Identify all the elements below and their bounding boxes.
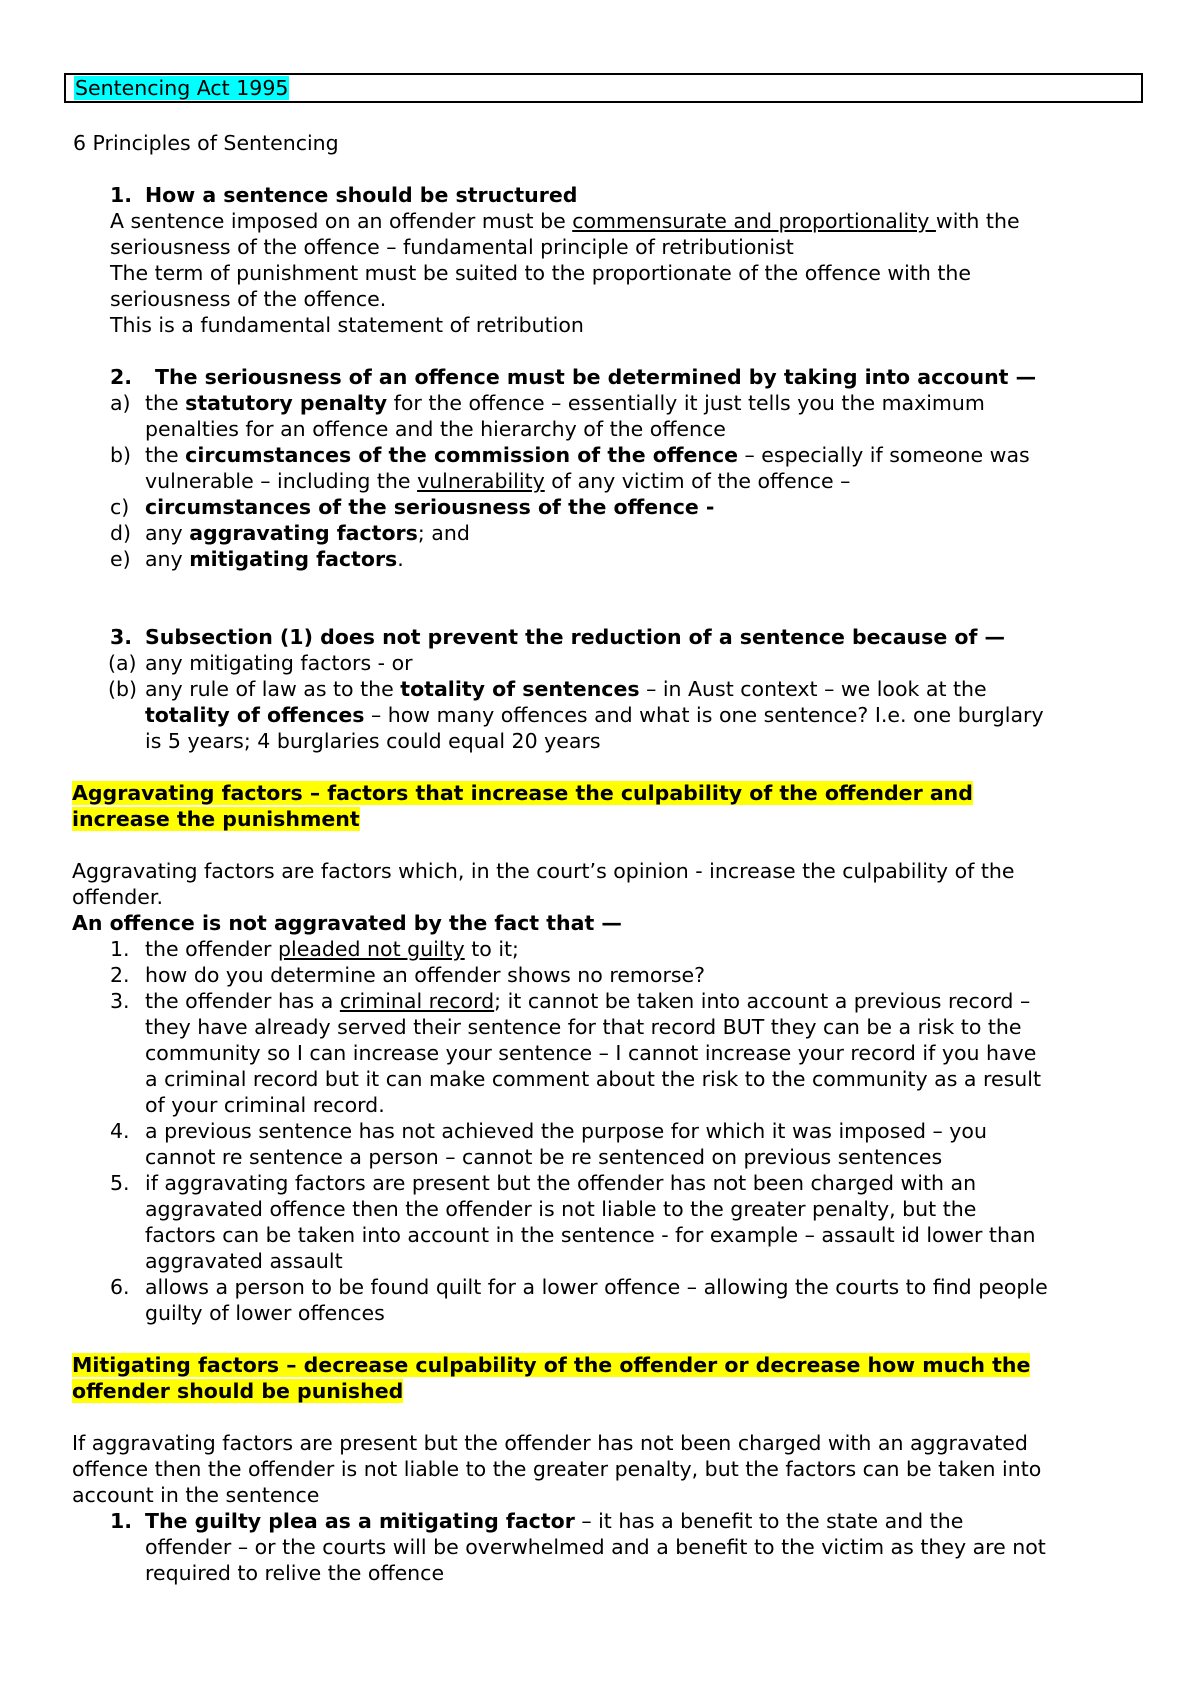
mitigating-heading-line bbox=[0, 1352, 1200, 1378]
list-marker: 6. bbox=[110, 1275, 130, 1299]
list-item-continuation bbox=[0, 1196, 1200, 1222]
list-item bbox=[0, 676, 1200, 702]
list-text: vulnerable – including the bbox=[145, 469, 418, 493]
list-item bbox=[0, 1170, 1200, 1196]
list-item-continuation bbox=[0, 1014, 1200, 1040]
list-text: is 5 years; 4 burglaries could equal 20 years bbox=[145, 729, 601, 753]
list-marker: 2. bbox=[110, 963, 130, 987]
mitigating-section bbox=[0, 1352, 1200, 1586]
list-text: how do you determine an offender shows no remorse? bbox=[145, 963, 706, 987]
list-text: any rule of law as to the bbox=[145, 677, 401, 701]
list-text: the bbox=[145, 443, 186, 467]
list-item-continuation bbox=[0, 1144, 1200, 1170]
section-1-line: The term of punishment must be suited to the proportionate of the offence with the bbox=[110, 261, 972, 285]
section-1 bbox=[0, 182, 1200, 338]
aggravating-heading: Aggravating factors – factors that increase the culpability of the offender and bbox=[72, 781, 973, 805]
section-3 bbox=[0, 624, 1200, 754]
list-text: penalties for an offence and the hierarchy of the offence bbox=[145, 417, 726, 441]
list-text: to it; bbox=[464, 937, 519, 961]
list-item bbox=[0, 494, 1200, 520]
list-bold-term: circumstances of the commission of the offence bbox=[185, 443, 739, 467]
spacer bbox=[0, 1404, 1200, 1430]
list-item bbox=[0, 650, 1200, 676]
list-text: guilty of lower offences bbox=[145, 1301, 385, 1325]
section-1-text: A sentence imposed on an offender must be bbox=[110, 209, 573, 233]
list-text: community so I can increase your sentence – I cannot increase your record if you have bbox=[145, 1041, 1037, 1065]
list-text: – how many offences and what is one sentence? I.e. one burglary bbox=[364, 703, 1044, 727]
list-item-continuation bbox=[0, 728, 1200, 754]
list-underlined-term: vulnerability bbox=[417, 469, 545, 493]
list-item bbox=[0, 1118, 1200, 1144]
document-title: Sentencing Act 1995 bbox=[75, 76, 289, 100]
spacer bbox=[0, 832, 1200, 858]
list-text: any bbox=[145, 547, 190, 571]
section-3-heading: Subsection (1) does not prevent the reduction of a sentence because of — bbox=[145, 625, 1006, 649]
list-item-continuation bbox=[0, 416, 1200, 442]
section-3-heading-row bbox=[0, 624, 1200, 650]
list-text: ; and bbox=[417, 521, 470, 545]
list-text: – especially if someone was bbox=[738, 443, 1030, 467]
list-marker: 4. bbox=[110, 1119, 130, 1143]
list-text: for the offence – essentially it just tells you the maximum bbox=[387, 391, 985, 415]
section-2-number: 2. bbox=[110, 365, 133, 389]
section-1-line: This is a fundamental statement of retribution bbox=[110, 313, 584, 337]
list-text: cannot re sentence a person – cannot be re sentenced on previous sentences bbox=[145, 1145, 943, 1169]
list-item-continuation bbox=[0, 1248, 1200, 1274]
section-1-line bbox=[0, 208, 1200, 234]
list-item bbox=[0, 520, 1200, 546]
list-text: any mitigating factors - or bbox=[145, 651, 413, 675]
list-text: ; it cannot be taken into account a previous record – bbox=[494, 989, 1031, 1013]
list-item-continuation bbox=[0, 1300, 1200, 1326]
list-item bbox=[0, 1274, 1200, 1300]
list-item-continuation bbox=[0, 1092, 1200, 1118]
list-item bbox=[0, 962, 1200, 988]
list-item bbox=[0, 988, 1200, 1014]
list-text: the offender bbox=[145, 937, 278, 961]
title-box bbox=[64, 73, 1143, 103]
list-text: required to relive the offence bbox=[145, 1561, 445, 1585]
list-bold-term: totality of sentences bbox=[400, 677, 640, 701]
list-item-continuation bbox=[0, 1066, 1200, 1092]
list-text: aggravated assault bbox=[145, 1249, 343, 1273]
mitigating-paragraph: account in the sentence bbox=[72, 1483, 320, 1507]
list-text: – in Aust context – we look at the bbox=[639, 677, 987, 701]
list-marker: b) bbox=[110, 443, 132, 467]
list-text: – it has a benefit to the state and the bbox=[574, 1509, 964, 1533]
section-1-line: seriousness of the offence. bbox=[110, 287, 387, 311]
list-marker: 3. bbox=[110, 989, 130, 1013]
aggravating-lead: An offence is not aggravated by the fact that — bbox=[72, 911, 622, 935]
section-1-underlined-term: commensurate and proportionality bbox=[572, 209, 936, 233]
list-item bbox=[0, 1508, 1200, 1534]
list-item-continuation bbox=[0, 1222, 1200, 1248]
list-marker: d) bbox=[110, 521, 132, 545]
list-item bbox=[0, 390, 1200, 416]
section-1-number: 1. bbox=[110, 183, 133, 207]
list-bold-term: aggravating factors bbox=[189, 521, 418, 545]
list-item-continuation bbox=[0, 1560, 1200, 1586]
list-text: they have already served their sentence for that record BUT they can be a risk to the bbox=[145, 1015, 1022, 1039]
list-item bbox=[0, 936, 1200, 962]
list-bold-term: statutory penalty bbox=[185, 391, 388, 415]
list-text: of your criminal record. bbox=[145, 1093, 385, 1117]
list-text: aggravated offence then the offender is not liable to the greater penalty, but the bbox=[145, 1197, 977, 1221]
mitigating-paragraph: offence then the offender is not liable to the greater penalty, but the factors can be taken into bbox=[72, 1457, 1042, 1481]
list-item-continuation bbox=[0, 468, 1200, 494]
list-item-continuation bbox=[0, 1534, 1200, 1560]
aggravating-paragraph: offender. bbox=[72, 885, 163, 909]
list-text: a previous sentence has not achieved the purpose for which it was imposed – you bbox=[145, 1119, 987, 1143]
list-text: the bbox=[145, 391, 186, 415]
mitigating-heading: offender should be punished bbox=[72, 1379, 404, 1403]
list-marker: e) bbox=[110, 547, 131, 571]
list-text: any bbox=[145, 521, 190, 545]
section-1-line: seriousness of the offence – fundamental principle of retributionist bbox=[110, 235, 794, 259]
section-3-number: 3. bbox=[110, 625, 133, 649]
list-marker: 5. bbox=[110, 1171, 130, 1195]
section-1-heading-row bbox=[0, 182, 1200, 208]
list-text: the offender has a bbox=[145, 989, 340, 1013]
list-text: . bbox=[397, 547, 404, 571]
mitigating-heading-line bbox=[0, 1378, 1200, 1404]
list-bold-term: mitigating factors bbox=[189, 547, 398, 571]
list-text: offender – or the courts will be overwhelmed and a benefit to the victim as they are not bbox=[145, 1535, 1046, 1559]
section-1-text: with the bbox=[935, 209, 1020, 233]
aggravating-heading: increase the punishment bbox=[72, 807, 360, 831]
section-2-heading: The seriousness of an offence must be determined by taking into account — bbox=[155, 365, 1037, 389]
list-marker: (b) bbox=[108, 677, 138, 701]
mitigating-paragraph: If aggravating factors are present but the offender has not been charged with an aggravated bbox=[72, 1431, 1028, 1455]
section-2-heading-row bbox=[0, 364, 1200, 390]
list-item-continuation bbox=[0, 702, 1200, 728]
section-2 bbox=[0, 364, 1200, 572]
list-item bbox=[0, 442, 1200, 468]
list-marker: 1. bbox=[110, 1509, 133, 1533]
list-bold-term: circumstances of the seriousness of the offence - bbox=[145, 495, 715, 519]
list-marker: c) bbox=[110, 495, 130, 519]
section-1-heading: How a sentence should be structured bbox=[145, 183, 578, 207]
list-text: factors can be taken into account in the sentence - for example – assault id lower than bbox=[145, 1223, 1036, 1247]
aggravating-paragraph: Aggravating factors are factors which, in the court’s opinion - increase the culpability of the bbox=[72, 859, 1015, 883]
list-bold-term: The guilty plea as a mitigating factor bbox=[145, 1509, 575, 1533]
list-marker: a) bbox=[110, 391, 131, 415]
list-text: a criminal record but it can make comment about the risk to the community as a result bbox=[145, 1067, 1041, 1091]
mitigating-heading: Mitigating factors – decrease culpability of the offender or decrease how much the bbox=[72, 1353, 1031, 1377]
list-text: of any victim of the offence – bbox=[544, 469, 851, 493]
list-underlined-term: pleaded not guilty bbox=[278, 937, 465, 961]
aggravating-heading-line bbox=[0, 806, 1200, 832]
principles-heading-block bbox=[0, 130, 1200, 156]
list-item-continuation bbox=[0, 1040, 1200, 1066]
list-text: if aggravating factors are present but the offender has not been charged with an bbox=[145, 1171, 977, 1195]
list-marker: 1. bbox=[110, 937, 130, 961]
list-bold-term: totality of offences bbox=[145, 703, 365, 727]
aggravating-section bbox=[0, 780, 1200, 1326]
list-item bbox=[0, 546, 1200, 572]
list-underlined-term: criminal record bbox=[339, 989, 495, 1013]
aggravating-heading-line bbox=[0, 780, 1200, 806]
principles-heading: 6 Principles of Sentencing bbox=[73, 131, 339, 155]
list-text: allows a person to be found quilt for a lower offence – allowing the courts to find people bbox=[145, 1275, 1048, 1299]
list-marker: (a) bbox=[108, 651, 137, 675]
